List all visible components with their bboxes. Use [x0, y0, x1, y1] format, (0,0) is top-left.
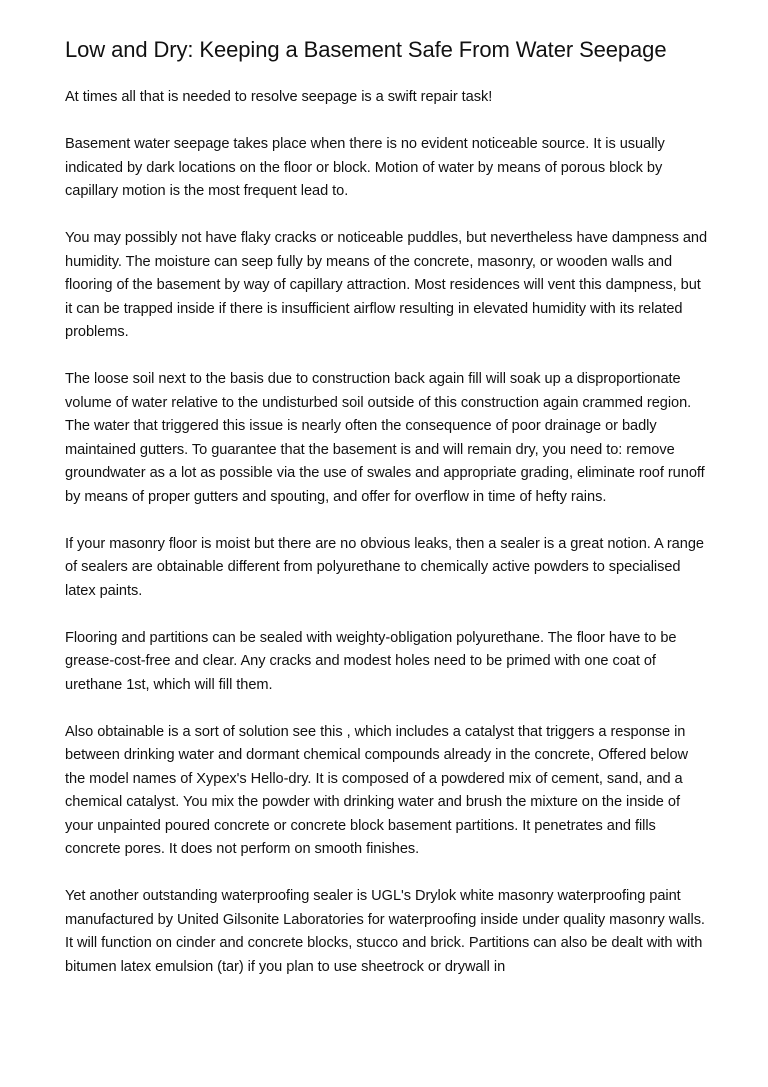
paragraph-intro: At times all that is needed to resolve seepage is a swift repair task! [65, 89, 493, 105]
paragraph-dampness: You may possibly not have flaky cracks or noticeable puddles, but nevertheless have dampness and humidity. The moisture can seep fully by means of the concrete, masonry, or wooden walls and flooring of the basement by way of capillary attraction. Most residences will vent this dampness, but it can be trapped inside if there is insufficient airflow resulting in elevated humidity with its related problems. [65, 230, 708, 340]
paragraph-catalyst: Also obtainable is a sort of solution see this , which includes a catalyst that triggers a response in between drinking water and dormant chemical compounds already in the concrete, Offered below the model names of Xypex's Hello-dry. It is composed of a powdered mix of cement, sand, and a chemical catalyst. You mix the powder with drinking water and brush the mixture on the inside of your unpainted poured concrete or concrete block basement partitions. It penetrates and fills concrete pores. It does not perform on smooth finishes. [65, 723, 689, 857]
paragraph-seepage-source: Basement water seepage takes place when there is no evident noticeable source. It is usually indicated by dark locations on the floor or block. Motion of water by means of porous block by capillary motion is the most frequent lead to. [65, 136, 665, 199]
paragraph-drylok: Yet another outstanding waterproofing sealer is UGL's Drylok white masonry waterproofing paint manufactured by United Gilsonite Laboratories for waterproofing inside under quality masonry walls. It will function on cinder and concrete blocks, stucco and brick. Partitions can also be dealt with with bitumen latex emulsion (tar) if you plan to use sheetrock or drywall in [65, 888, 705, 975]
paragraph-sealer: If your masonry floor is moist but there are no obvious leaks, then a sealer is a great notion. A range of sealers are obtainable different from polyurethane to chemically active powders to specialised latex paints. [65, 535, 704, 599]
paragraph-soil-drainage: The loose soil next to the basis due to construction back again fill will soak up a disproportionate volume of water relative to the undisturbed soil outside of this construction again crammed region. The water that triggered this issue is nearly often the consequence of poor drainage or badly maintained gutters. To guarantee that the basement is and will remain dry, you need to: remove groundwater as a lot as possible via the use of swales and appropriate grading, eliminate roof runoff by means of proper gutters and spouting, and offer for overflow in time of hefty rains. [65, 371, 705, 505]
document-title: Low and Dry: Keeping a Basement Safe From Water Seepage [65, 37, 667, 62]
document-page [65, 38, 710, 1003]
paragraph-polyurethane: Flooring and partitions can be sealed with weighty-obligation polyurethane. The floor have to be grease-cost-free and clear. Any cracks and modest holes need to be primed with one coat of urethane 1st, which will fill them. [65, 629, 677, 693]
